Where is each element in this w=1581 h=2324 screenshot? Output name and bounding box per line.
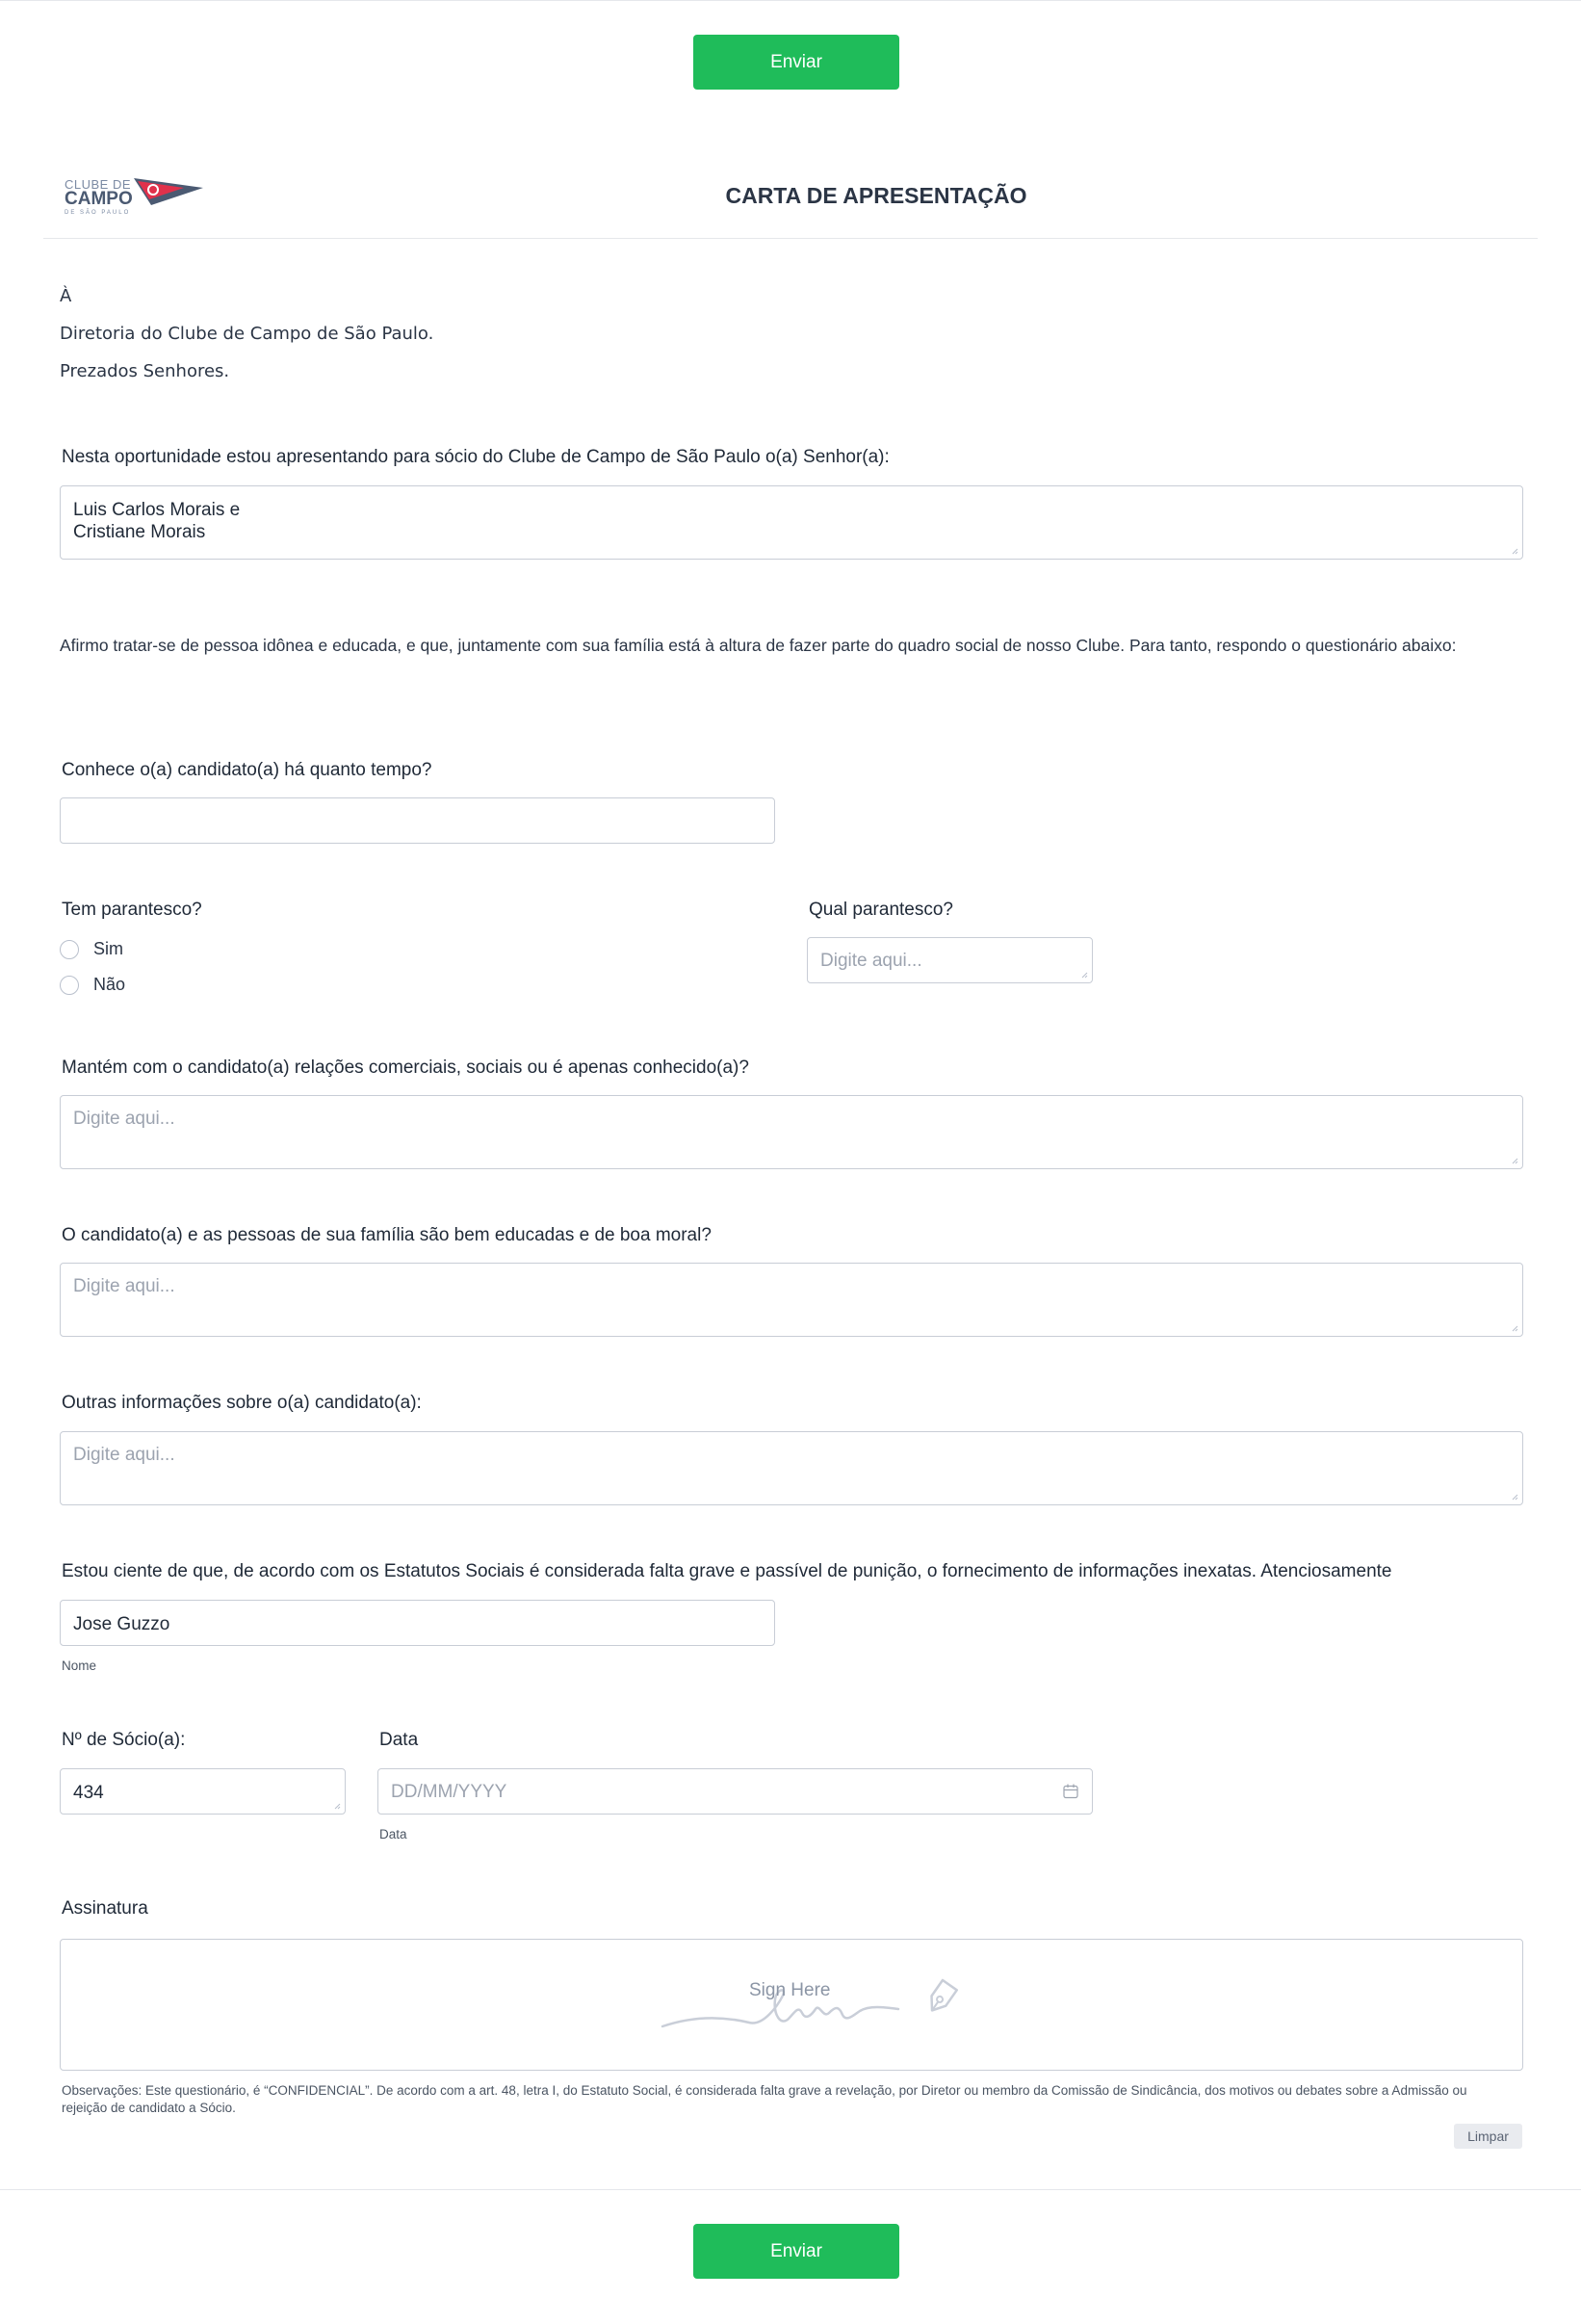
other-info-placeholder: Digite aqui... [73,1445,175,1465]
nominee-label: Nesta oportunidade estou apresentando para sócio do Clube de Campo de São Paulo o(a) Senhor(a): [62,447,890,467]
radio-nao[interactable] [60,976,79,995]
signature-label: Assinatura [62,1898,148,1919]
sign-here-prompt: Sign Here [749,1980,831,2000]
known-time-input[interactable] [60,797,775,844]
submit-button-top[interactable]: Enviar [693,35,899,90]
letter-greeting: Prezados Senhores. [60,361,230,381]
member-number-value: 434 [73,1783,104,1803]
radio-nao-label: Não [93,975,126,994]
kinship-type-placeholder: Digite aqui... [820,951,922,971]
radio-sim[interactable] [60,940,79,959]
submit-button-bottom[interactable]: Enviar [693,2224,899,2279]
morals-placeholder: Digite aqui... [73,1276,175,1296]
letter-recipient: Diretoria do Clube de Campo de São Paulo. [60,324,434,344]
other-info-textarea[interactable] [60,1431,1523,1505]
resize-grip-icon[interactable] [1080,971,1088,979]
kinship-type-textarea[interactable] [807,937,1093,983]
acknowledgement-label: Estou ciente de que, de acordo com os Estatutos Sociais é considerada falta grave e passível de punição, o fornecimento de informações inexatas. Atenciosamente [62,1561,1392,1581]
other-info-label: Outras informações sobre o(a) candidato(a): [62,1393,422,1413]
nominee-textarea[interactable] [60,485,1523,560]
date-placeholder: DD/MM/YYYY [391,1782,507,1802]
name-value: Jose Guzzo [73,1614,170,1634]
name-input[interactable] [60,1600,775,1646]
morals-textarea[interactable] [60,1263,1523,1337]
calendar-icon[interactable] [1062,1783,1079,1800]
member-number-label: Nº de Sócio(a): [62,1730,186,1750]
resize-grip-icon[interactable] [1511,1324,1518,1332]
kinship-type-label: Qual parantesco? [809,900,953,920]
footer-divider [0,2189,1581,2190]
signature-pad[interactable] [60,1939,1523,2071]
kinship-option-sim[interactable] [60,939,123,959]
logo-line3: DE SÃO PAULO [65,210,131,216]
clear-signature-button[interactable]: Limpar [1454,2124,1522,2149]
kinship-label: Tem parantesco? [62,900,202,920]
resize-grip-icon[interactable] [333,1802,341,1810]
top-divider [0,0,1581,1]
date-sublabel: Data [379,1827,407,1841]
letter-salutation: À [60,286,72,306]
nominee-value: Luis Carlos Morais e Cristiane Morais [73,500,241,542]
relations-placeholder: Digite aqui... [73,1109,175,1129]
name-sublabel: Nome [62,1658,97,1673]
confidential-notes: Observações: Este questionário, é “CONFIDENCIAL”. De acordo com a art. 48, letra I, do Estatuto Social, é considerada falta grave a revelação, por Diretor ou membro da Comissão de Sindicância, dos motivos ou debates sobre a Admissão ou rejeição de candidato a Sócio. [62,2083,1467,2115]
date-input[interactable] [377,1768,1093,1815]
form-title: CARTA DE APRESENTAÇÃO [725,183,1027,208]
form-header [43,159,1538,239]
date-label: Data [379,1730,419,1750]
resize-grip-icon[interactable] [1511,1493,1518,1501]
relations-label: Mantém com o candidato(a) relações comerciais, sociais ou é apenas conhecido(a)? [62,1058,749,1078]
known-time-label: Conhece o(a) candidato(a) há quanto tempo? [62,760,432,780]
relations-textarea[interactable] [60,1095,1523,1169]
resize-grip-icon[interactable] [1511,547,1518,555]
logo-line1: CLUBE DE [65,177,132,192]
morals-label: O candidato(a) e as pessoas de sua família são bem educadas e de boa moral? [62,1225,712,1245]
statement-text: Afirmo tratar-se de pessoa idônea e educada, e que, juntamente com sua família está à altura de fazer parte do quadro social de nosso Clube. Para tanto, respondo o questionário abaixo: [60,636,1457,655]
logo-line2: CAMPO [65,189,133,209]
kinship-option-nao[interactable] [60,975,125,995]
member-number-input[interactable] [60,1768,346,1815]
radio-sim-label: Sim [93,939,123,958]
resize-grip-icon[interactable] [1511,1157,1518,1164]
